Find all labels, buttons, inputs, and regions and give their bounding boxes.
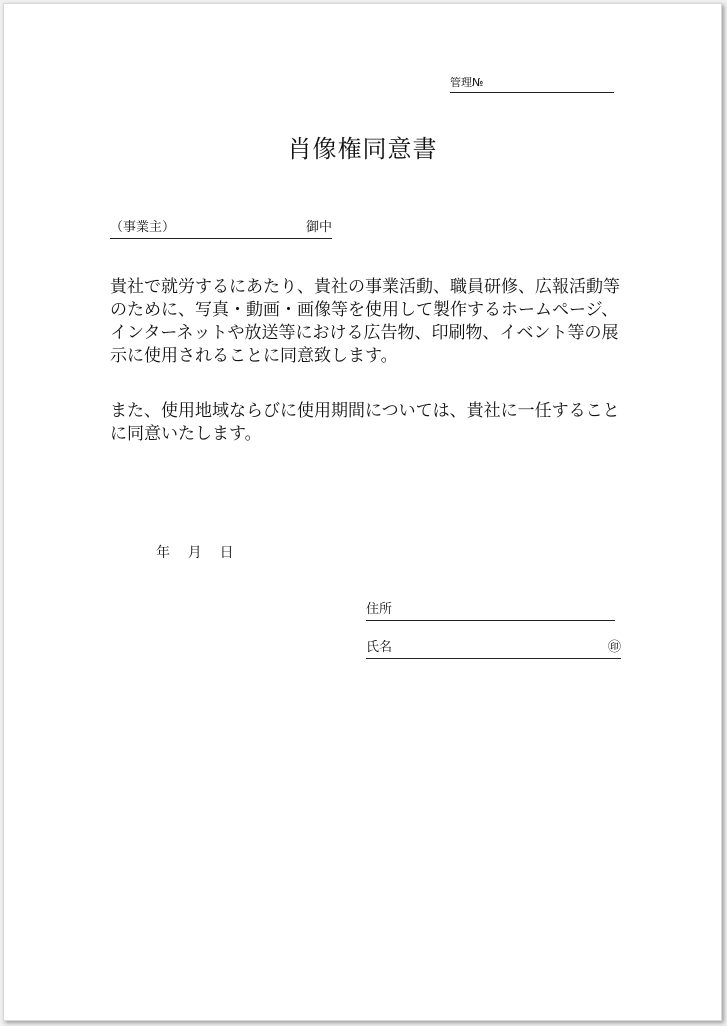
management-number-label: 管理№ (450, 76, 484, 89)
consent-paragraph-2: また、使用地域ならびに使用期間については、貴社に一任することに同意いたします。 (110, 401, 620, 444)
name-label: 氏名 (366, 640, 393, 655)
document-title: 肖像権同意書 (287, 135, 438, 163)
management-number-field (450, 76, 614, 93)
address-label: 住所 (366, 602, 393, 617)
seal-mark: ㊞ (607, 640, 621, 655)
consent-paragraph-1: 貴社で就労するにあたり、貴社の事業活動、職員研修、広報活動等のために、写真・動画・画像等を使用して製作するホームページ、インターネットや放送等における広告物、印刷物、イベント等の展示に使用されることに同意致します。 (110, 277, 620, 366)
address-field (366, 602, 615, 621)
addressee-label: （事業主） (110, 220, 176, 235)
name-field (366, 640, 621, 659)
date-line: 年 月 日 (156, 545, 234, 561)
addressee-line (110, 220, 332, 239)
addressee-honorific: 御中 (305, 220, 332, 235)
document-page (3, 3, 722, 1021)
